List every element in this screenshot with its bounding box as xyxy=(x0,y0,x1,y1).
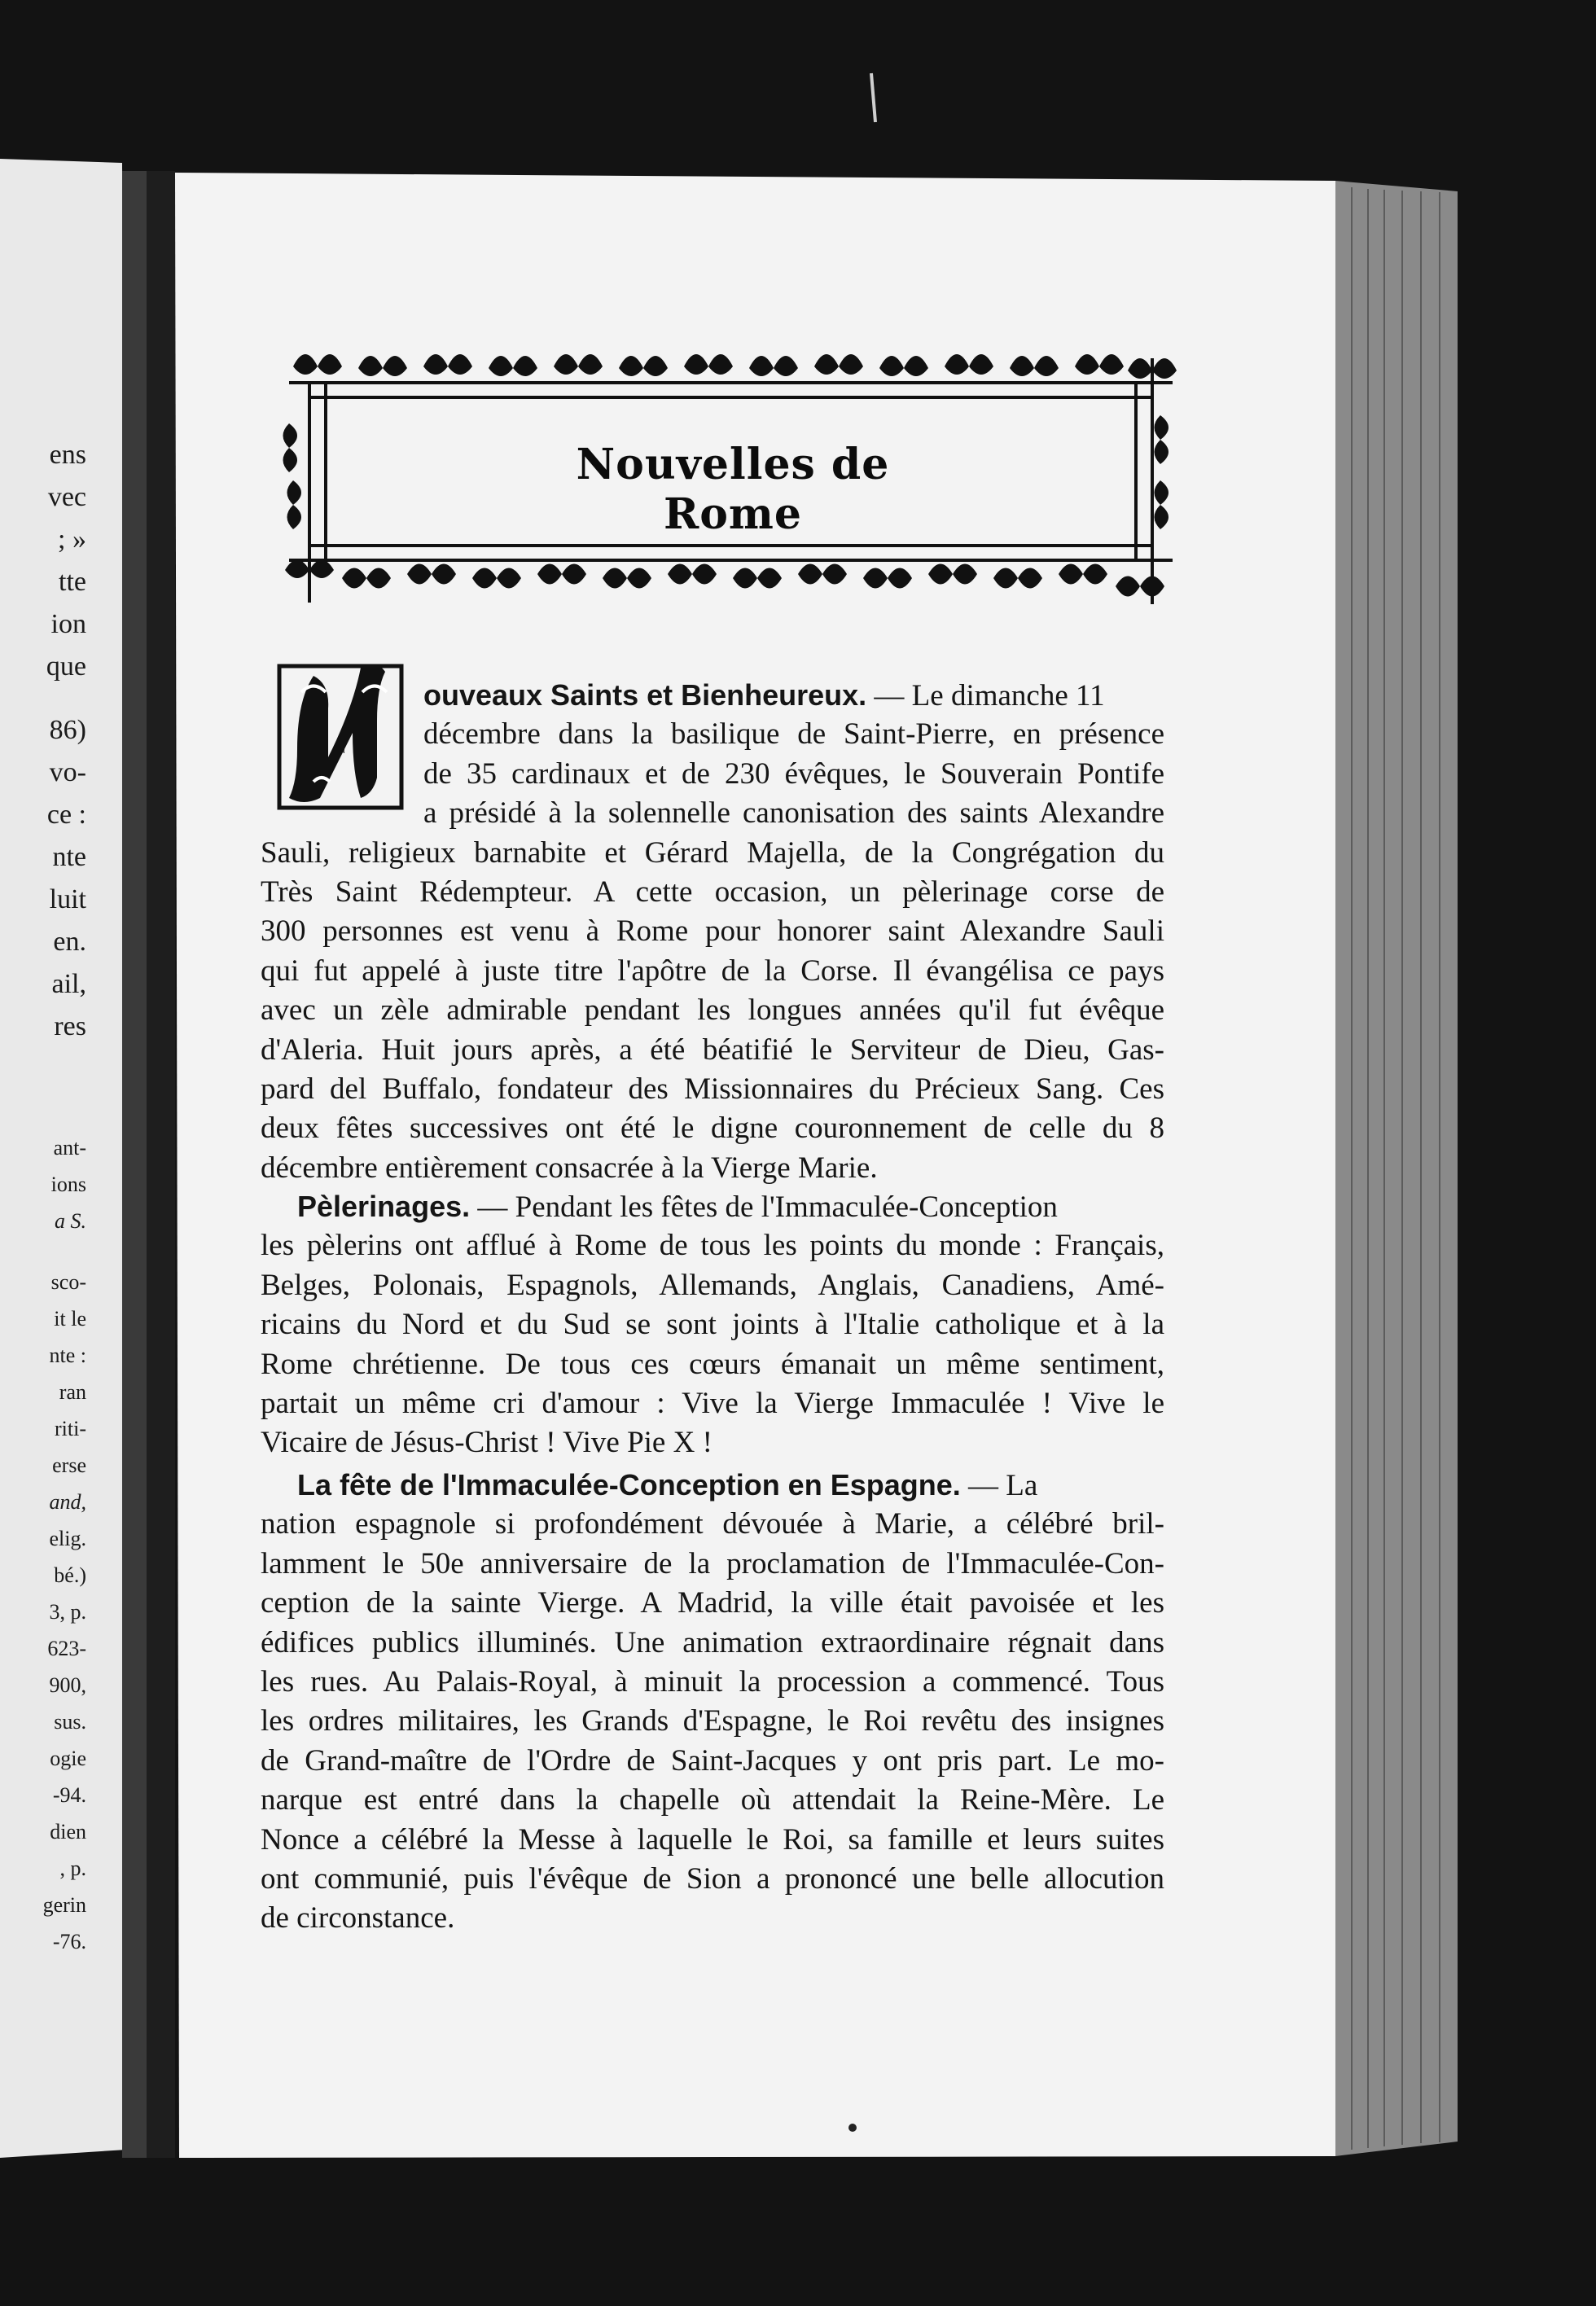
section-first-line xyxy=(261,1466,1164,1505)
left-fragment: ce : xyxy=(46,800,86,830)
left-fragment: -76. xyxy=(52,1930,86,1953)
left-fragment: -94. xyxy=(52,1783,86,1807)
left-fragment: elig. xyxy=(49,1527,86,1550)
left-fragment: vec xyxy=(47,482,86,512)
section-heading: ouveaux Saints et Bienheureux. xyxy=(423,678,867,712)
text-line: Vicaire de Jésus-Christ ! Vive Pie X ! xyxy=(261,1426,712,1460)
left-fragment: gerin xyxy=(42,1893,86,1917)
text-line: ricains du Nord et du Sud se sont joints à l'Italie catholique et à la xyxy=(261,1308,1164,1342)
text-line: Nonce a célébré la Messe à laquelle le Roi, sa famille et leurs suites xyxy=(261,1822,1164,1857)
text-line: deux fêtes successives ont été le digne couronnement de celle du 8 xyxy=(261,1111,1164,1146)
text-line: les rues. Au Palais-Royal, à minuit la procession a commencé. Tous xyxy=(261,1664,1164,1699)
text-line: nation espagnole si profondément dévouée à Marie, a célébré bril- xyxy=(261,1507,1164,1541)
left-fragment: a S. xyxy=(55,1209,86,1233)
left-fragment: ran xyxy=(59,1380,86,1404)
text-line: de circonstance. xyxy=(261,1901,455,1936)
left-fragment: que xyxy=(46,651,86,682)
section-heading: La fête de l'Immaculée-Conception en Espagne. xyxy=(297,1468,961,1502)
text-line: partait un même cri d'amour : Vive la Vierge Immaculée ! Vive le xyxy=(261,1386,1164,1420)
text-line: — Le dimanche 11 xyxy=(866,679,1105,712)
left-fragment: 3, p. xyxy=(49,1600,86,1624)
text-line: avec un zèle admirable pendant les longues années qu'il fut évêque xyxy=(261,993,1164,1028)
text-line: ception de la sainte Vierge. A Madrid, la ville était pavoisée et les xyxy=(261,1586,1164,1620)
text-line: Sauli, religieux barnabite et Gérard Majella, de la Congrégation du xyxy=(261,835,1164,870)
left-fragment: ions xyxy=(50,1173,86,1196)
text-line: — Pendant les fêtes de l'Immaculée-Conception xyxy=(470,1190,1058,1224)
text-line: pard del Buffalo, fondateur des Missionnaires du Précieux Sang. Ces xyxy=(261,1072,1164,1106)
left-fragment: , p. xyxy=(59,1857,86,1880)
left-fragment: erse xyxy=(52,1453,86,1477)
text-line: d'Aleria. Huit jours après, a été béatifié le Serviteur de Dieu, Gas- xyxy=(261,1032,1164,1067)
left-fragment: tte xyxy=(59,567,86,597)
left-fragment: ogie xyxy=(50,1747,86,1770)
left-fragment: and, xyxy=(49,1490,86,1514)
section-heading: Pèlerinages. xyxy=(297,1190,471,1223)
left-fragment: ; » xyxy=(58,524,86,555)
left-fragment: ail, xyxy=(51,969,86,999)
section-espagne xyxy=(261,1466,1164,1939)
text-line: qui fut appelé à juste titre l'apôtre de la Corse. Il évangélisa ce pays xyxy=(261,954,1164,988)
left-fragment: 900, xyxy=(49,1673,86,1697)
left-fragment: sco- xyxy=(50,1270,86,1294)
text-line: décembre entièrement consacrée à la Vierge Marie. xyxy=(261,1151,878,1185)
left-fragment: 86) xyxy=(49,715,86,745)
left-fragment: ant- xyxy=(53,1136,86,1160)
section-pelerinages xyxy=(261,1187,1164,1463)
left-fragment: bé.) xyxy=(54,1563,86,1587)
text-line: ont communié, puis l'évêque de Sion a prononcé une belle allocution xyxy=(261,1861,1164,1896)
text-line: lamment le 50e anniversaire de la proclamation de l'Immaculée-Con- xyxy=(261,1546,1164,1580)
left-fragment: ion xyxy=(50,609,86,639)
left-fragment: dien xyxy=(50,1820,86,1843)
text-line: 300 personnes est venu à Rome pour honorer saint Alexandre Sauli xyxy=(261,914,1164,949)
text-line: de Grand-maître de l'Ordre de Saint-Jacques y ont pris part. Le mo- xyxy=(261,1743,1164,1778)
drop-cap-letter: N xyxy=(338,747,346,756)
text-line: a présidé à la solennelle canonisation des saints Alexandre xyxy=(423,796,1164,831)
section-saints xyxy=(261,676,1164,1188)
text-line: les pèlerins ont afflué à Rome de tous les points du monde : Français, xyxy=(261,1229,1164,1263)
text-line: Rome chrétienne. De tous ces cœurs émanait un même sentiment, xyxy=(261,1347,1164,1381)
text-line: Belges, Polonais, Espagnols, Allemands, Anglais, Canadiens, Amé- xyxy=(261,1268,1164,1302)
left-fragment: nte : xyxy=(49,1344,86,1367)
text-line: de 35 cardinaux et de 230 évêques, le Souverain Pontife xyxy=(423,756,1164,791)
text-line: édifices publics illuminés. Une animation extraordinaire régnait dans xyxy=(261,1625,1164,1659)
frame-title: Nouvelles de Rome xyxy=(576,440,890,539)
left-fragment: nte xyxy=(52,842,86,872)
text-line: — La xyxy=(960,1469,1038,1502)
left-fragment: riti- xyxy=(55,1417,86,1440)
left-fragment: ens xyxy=(49,440,86,470)
text-line: narque est entré dans la chapelle où attendait la Reine-Mère. Le xyxy=(261,1783,1164,1817)
left-fragment: sus. xyxy=(54,1710,86,1734)
left-fragment: luit xyxy=(49,884,86,914)
left-fragment: 623- xyxy=(47,1637,86,1660)
left-fragment: it le xyxy=(54,1307,86,1331)
section-first-line xyxy=(261,1187,1164,1226)
text-line: décembre dans la basilique de Saint-Pierre, en présence xyxy=(423,717,1164,752)
text-line: Très Saint Rédempteur. A cette occasion, un pèlerinage corse de xyxy=(261,875,1164,909)
left-fragment: vo- xyxy=(49,757,86,787)
left-fragment: en. xyxy=(53,927,86,957)
left-fragment: res xyxy=(54,1011,86,1041)
section-first-line xyxy=(261,676,1164,715)
text-line: les ordres militaires, les Grands d'Espagne, le Roi revêtu des insignes xyxy=(261,1704,1164,1738)
